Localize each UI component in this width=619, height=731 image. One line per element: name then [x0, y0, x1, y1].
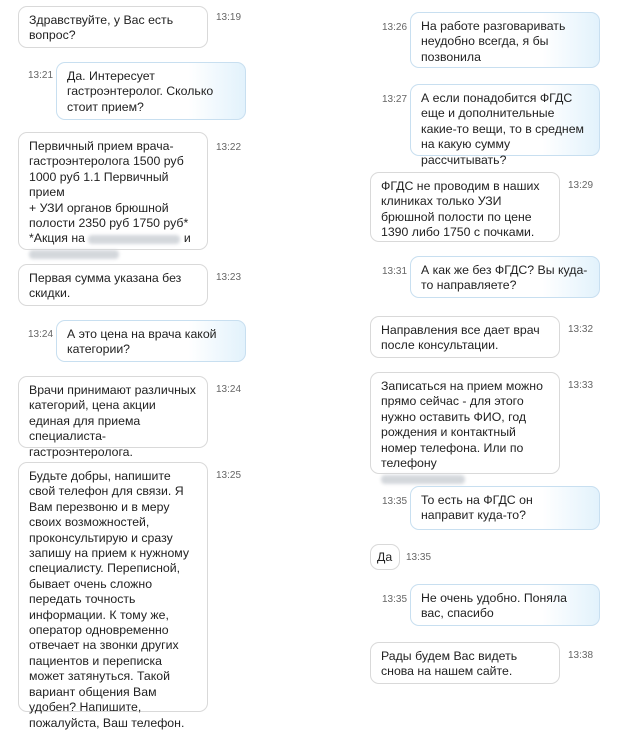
- message-time: 13:27: [382, 94, 408, 105]
- message-bubble-incoming: [370, 172, 560, 242]
- message-text: На работе разговаривать неудобно всегда, я бы позвонила: [421, 19, 566, 64]
- redacted-text: [88, 235, 180, 244]
- message-text: То есть на ФГДС он направит куда-то?: [421, 493, 533, 523]
- redacted-text: [29, 250, 119, 259]
- message-text: Рады будем Вас видеть снова на нашем сайте.: [381, 649, 518, 679]
- message-time: 13:35: [406, 552, 432, 563]
- message-time: 13:22: [216, 142, 242, 153]
- message-time: 13:29: [568, 180, 594, 191]
- message-time: 13:31: [382, 266, 408, 277]
- message-line: полости 2350 руб 1750 руб*: [29, 216, 189, 231]
- message-time: 13:19: [216, 12, 242, 23]
- message-time: 13:38: [568, 650, 594, 661]
- redacted-phone: [381, 475, 465, 484]
- message-bubble-incoming: [18, 132, 208, 250]
- message-text: Врачи принимают различных категорий, цена акции единая для приема специалиста-гастроэнтеролога.: [29, 383, 196, 459]
- message-time: 13:23: [216, 272, 242, 283]
- message-text: Да: [377, 550, 393, 564]
- message-line: *Акция на: [29, 231, 85, 246]
- message-text: ФГДС не проводим в наших клиниках только УЗИ брюшной полости по цене 1390 либо 1750 с почками.: [381, 179, 540, 240]
- message-time: 13:21: [28, 70, 54, 81]
- message-time: 13:26: [382, 22, 408, 33]
- message-time: 13:32: [568, 324, 594, 335]
- message-bubble-incoming: [18, 6, 208, 48]
- message-time: 13:24: [28, 329, 54, 340]
- message-bubble-outgoing: [410, 584, 600, 626]
- message-bubble-incoming: [370, 642, 560, 684]
- message-bubble-outgoing: [410, 486, 600, 530]
- message-bubble-outgoing: [410, 256, 600, 298]
- message-time: 13:24: [216, 384, 242, 395]
- message-text: Первая сумма указана без скидки.: [29, 271, 182, 301]
- message-bubble-incoming: [370, 372, 560, 474]
- message-bubble-outgoing: [56, 62, 246, 120]
- message-bubble-incoming: [18, 462, 208, 730]
- message-text: Записаться на прием можно прямо сейчас - для этого нужно оставить ФИО, год рождения и контактный номер телефона. Или по телефону: [381, 379, 543, 471]
- message-line-tail: и: [183, 231, 191, 246]
- message-text: Направления все дает врач после консультации.: [381, 323, 540, 353]
- message-time: 13:33: [568, 380, 594, 391]
- message-text: Будьте добры, напишите свой телефон для связи. Я Вам перезвоню и в меру своих возможностей, проконсультирую и сразу запишу на прием к нужному специалисту. Переписной, бывает очень сложно передать точность информации. К тому же, оператор одновременно отвечает на звонки других пациентов и переписка может затянуться. Такой вариант общения Вам удобен? Напишите, пожалуйста, Ваш телефон.: [29, 469, 190, 730]
- message-line: 1000 руб 1.1 Первичный прием: [29, 169, 169, 200]
- message-bubble-incoming: [18, 376, 208, 459]
- message-time: 13:35: [382, 594, 408, 605]
- message-text: Не очень удобно. Поняла вас, спасибо: [421, 591, 567, 621]
- message-time: 13:35: [382, 496, 408, 507]
- message-text: Здравствуйте, у Вас есть вопрос?: [29, 13, 174, 43]
- message-line: гастроэнтеролога 1500 руб: [29, 154, 184, 169]
- message-text: Да. Интересует гастроэнтеролог. Сколько стоит прием?: [67, 69, 214, 114]
- message-line: + УЗИ органов брюшной: [29, 200, 169, 215]
- message-bubble-incoming: [370, 316, 560, 358]
- message-time: 13:25: [216, 470, 242, 481]
- message-bubble-outgoing: [410, 12, 600, 68]
- message-text: А это цена на врача какой категории?: [67, 327, 217, 357]
- message-bubble-incoming: [18, 264, 208, 306]
- message-bubble-outgoing: [410, 84, 600, 167]
- message-line: Первичный прием врача-: [29, 139, 174, 153]
- message-bubble-outgoing: [56, 320, 246, 362]
- message-text: А если понадобится ФГДС еще и дополнительные какие-то вещи, то в среднем на какую сумму рассчитывать?: [421, 91, 584, 167]
- message-bubble-incoming: [370, 544, 400, 570]
- message-text: А как же без ФГДС? Вы куда-то направляете?: [421, 263, 588, 293]
